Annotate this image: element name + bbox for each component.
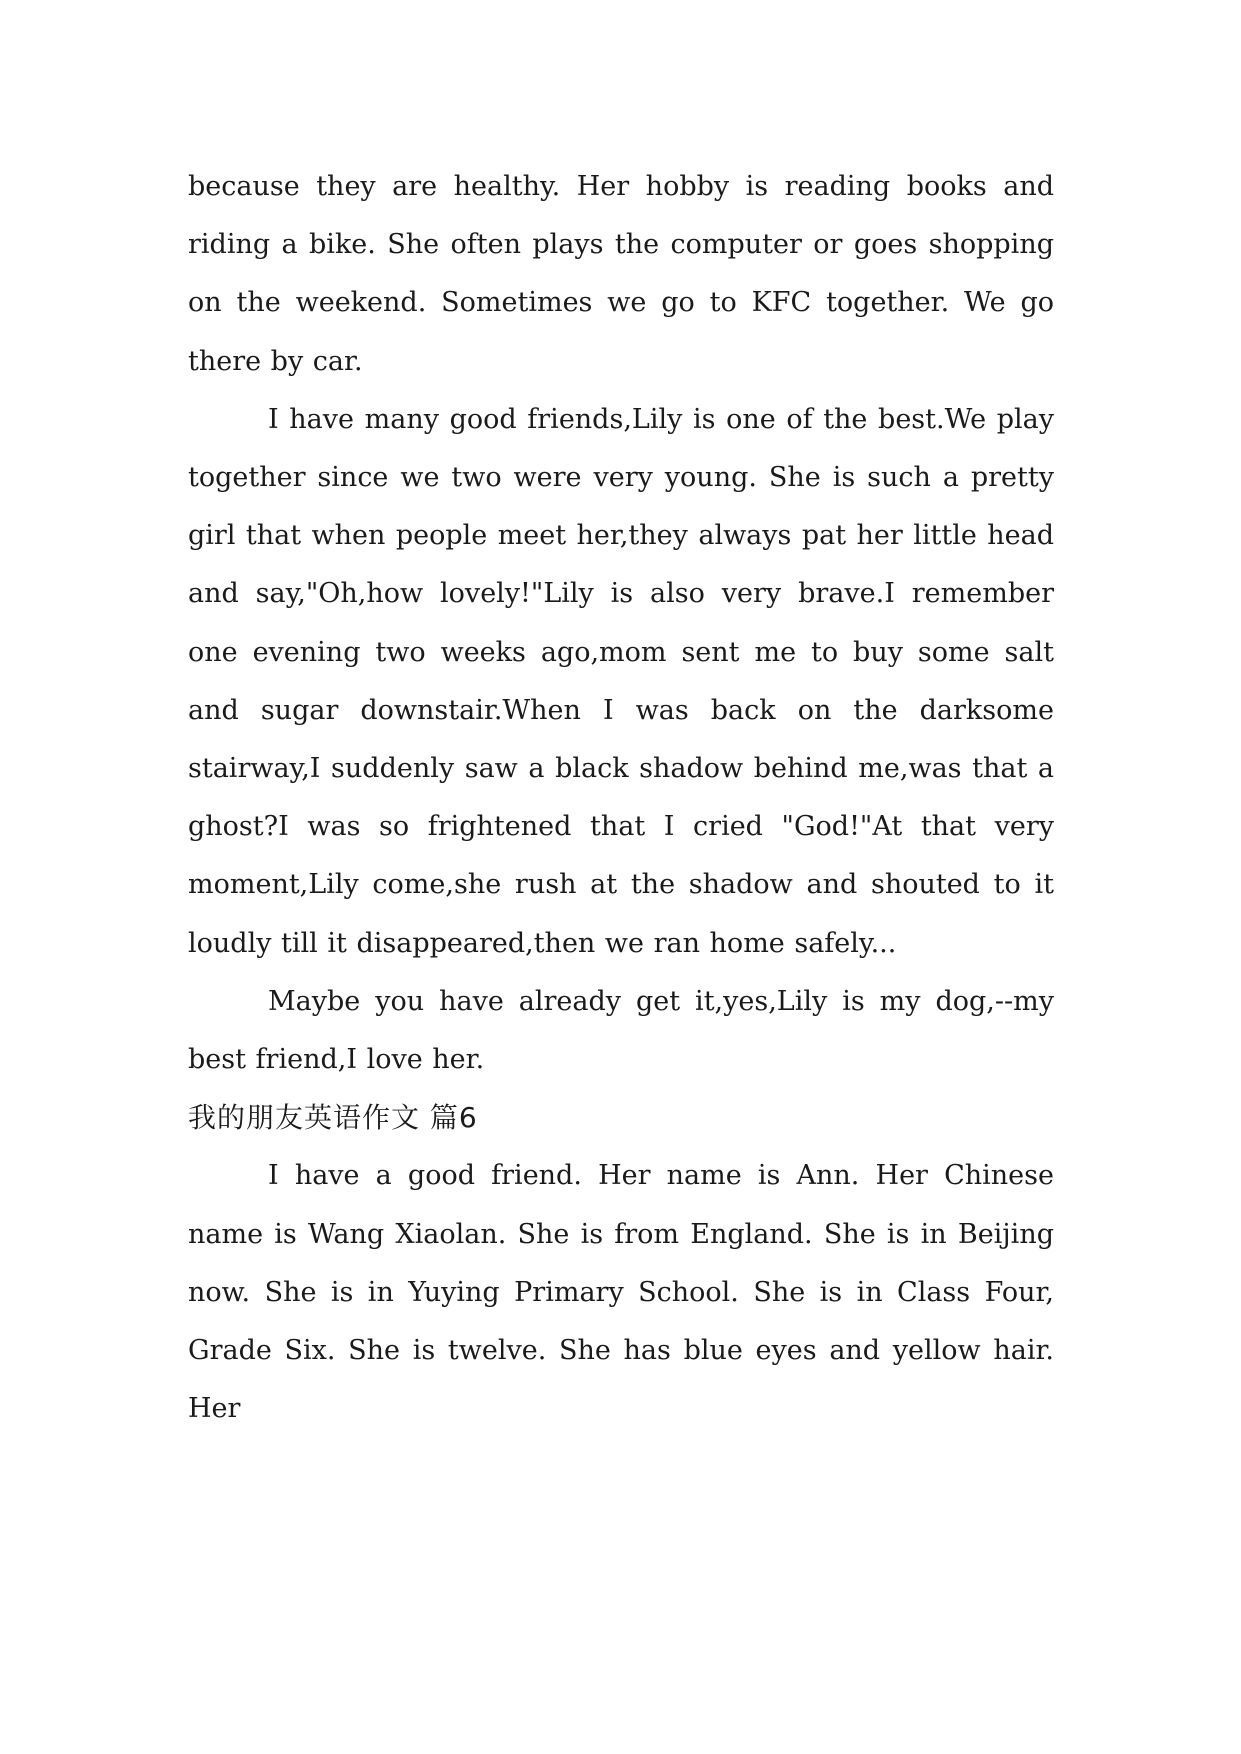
paragraph-ann: I have a good friend. Her name is Ann. Her Chinese name is Wang Xiaolan. She is from England. She is in Beijing now. She is in Yuying Primary School. She is in Class Four, Grade Six. She is twelve. She has blue eyes and yellow hair. Her: [188, 1160, 1054, 1425]
section-heading: 我的朋友英语作文 篇6: [188, 1101, 478, 1135]
paragraph-lily-dog: Maybe you have already get it,yes,Lily is my dog,--my best friend,I love her.: [188, 985, 1054, 1076]
paragraph-hobbies: because they are healthy. Her hobby is reading books and riding a bike. She often plays the computer or goes shopping on the weekend. Sometimes we go to KFC together. We go there by car.: [188, 171, 1054, 377]
paragraph-lily-story: I have many good friends,Lily is one of the best.We play together since we two were very young. She is such a pretty girl that when people meet her,they always pat her little head and say,"Oh,how lovely!"Lily is also very brave.I remember one evening two weeks ago,mom sent me to buy some salt and sugar downstair.When I was back on the darksome stairway,I suddenly saw a black shadow behind me,was that a ghost?I was so frightened that I cried "God!"At that very moment,Lily come,she rush at the shadow and shouted to it loudly till it disappeared,then we ran home safely...: [188, 403, 1054, 959]
document-body: [188, 158, 1054, 1438]
